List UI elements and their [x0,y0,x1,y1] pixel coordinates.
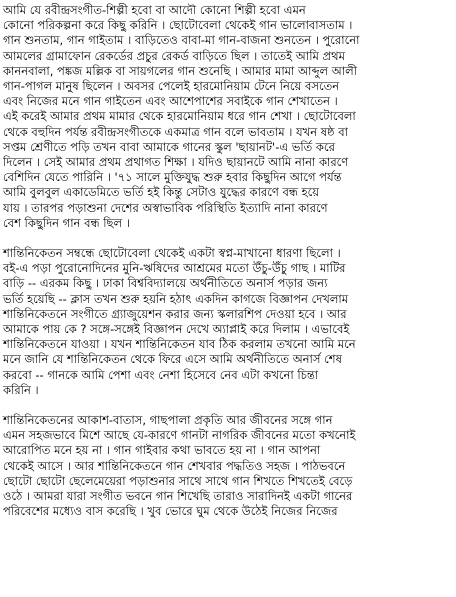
paragraph-spacer [3,398,454,413]
paragraph-1: আমি যে রবীন্দ্রসংগীত-শিল্পী হবো বা আদৌ কোনো শিল্পী হবো এমন কোনো পরিকল্পনা করে কিছু করিনি । ছোটোবেলা থেকেই গান ভালোবাসতাম । গান শুনতাম, গান গাইতাম । বাড়িতেও বাবা-মা গান-বাজনা শুনতেন । পুরোনো আমলের গ্রামাফোন রেকর্ডের প্রচুর রেকর্ড বাড়িতে ছিল । তাতেই আমি প্রথম কাননবালা, পঙ্কজ মল্লিক বা সায়গলের গান শুনেছি । আমার মামা আব্দুল আলী গান-পাগল মানুষ ছিলেন । অবসর পেলেই হারমোনিয়াম টেনে নিয়ে বসতেন এবং নিজের মনে গান গাইতেন এবং আশেপাশের সবাইকে গান শেখাতেন । এই করেই আমার প্রথম মামার থেকে হারমোনিয়াম ধরে গান শেখা । ছোটোবেলা থেকে বহুদিন পর্যন্ত রবীন্দ্রসংগীতকে একমাত্র গান বলে ভাবতাম । যখন ষষ্ঠ বা সপ্তম শ্রেণীতে পড়ি তখন বাবা আমাকে গানের স্কুল 'ছায়ানট'-এ ভর্তি করে দিলেন । সেই আমার প্রথম প্রথাগত শিক্ষা । যদিও ছায়ানটে আমি নানা কারণে বেশিদিন যেতে পারিনি । '৭১ সালে মুক্তিযুদ্ধ শুরু হবার কিছুদিন আগে পর্যন্ত আমি বুলবুল একাডেমিতে ভর্তি হই কিন্তু সেটাও যুদ্ধের কারণে বন্ধ হয়ে যায় । তারপর পড়াশুনা দেশের অস্বাভাবিক পরিস্থিতি ইত্যাদি নানা কারণে বেশ কিছুদিন গান বন্ধ ছিল । [3,3,360,230]
paragraph-3: শান্তিনিকেতনের আকাশ-বাতাস, গাছপালা প্রকৃতি আর জীবনের সঙ্গে গান এমন সহজভাবে মিশে আছে যে-কারণে গানটা নাগরিক জীবনের মতো কখনোই আরোপিত মনে হয় না । গান গাইবার কথা ভাবতে হয় না । গান আপনা থেকেই আসে । আর শান্তিনিকেতনে গান শেখবার পদ্ধতিও সহজ । পাঠভবনে ছোটো ছোটো ছেলেমেয়েরা পড়াশুনার সাথে সাথে গান শিখতে শিখতেই বেড়ে ওঠে । আমরা যারা সংগীত ভবনে গান শিখেছি তারাও সারাদিনই একটা গানের পরিবেশের মধ্যেও বাস করেছি । খুব ভোরে ঘুম থেকে উঠেই নিজের নিজের [3,413,356,519]
paragraph-spacer [3,231,454,246]
paragraph-2: শান্তিনিকেতন সম্বন্ধে ছোটোবেলা থেকেই একটা স্বপ্ন-মাখানো ধারণা ছিলো । বই-এ পড়া পুরোনোদিনের মুনি-ঋষিদের আশ্রমের মতো উঁচু-উঁচু গাছ । মাটির বাড়ি -- এরকম কিছু । ঢাকা বিশ্ববিদ্যালয়ে অর্থনীতিতে অনার্স পড়ার জন্য ভর্তি হয়েছি -- ক্লাস তখন শুরু হয়নি হঠাৎ একদিন কাগজে বিজ্ঞাপন দেখলাম শান্তিনিকেতনে সংগীতে গ্র্যাজুয়েশন করার জন্য স্কলারশিপ দেওয়া হবে । আর আমাকে পায় কে ? সঙ্গে-সঙ্গেই বিজ্ঞাপন দেখে অ্যাপ্লাই করে দিলাম । এভাবেই শান্তিনিকেতনে যাওয়া । যখন শান্তিনিকেতন যাব ঠিক করলাম তখনো আমি মনে মনে জানি যে শান্তিনিকেতন থেকে ফিরে এসে আমি অর্থনীতিতে অনার্স শেষ করবো -- গানকে আমি পেশা এবং নেশা হিসেবে নেব এটা কখনো চিন্তা করিনি । [3,246,356,397]
